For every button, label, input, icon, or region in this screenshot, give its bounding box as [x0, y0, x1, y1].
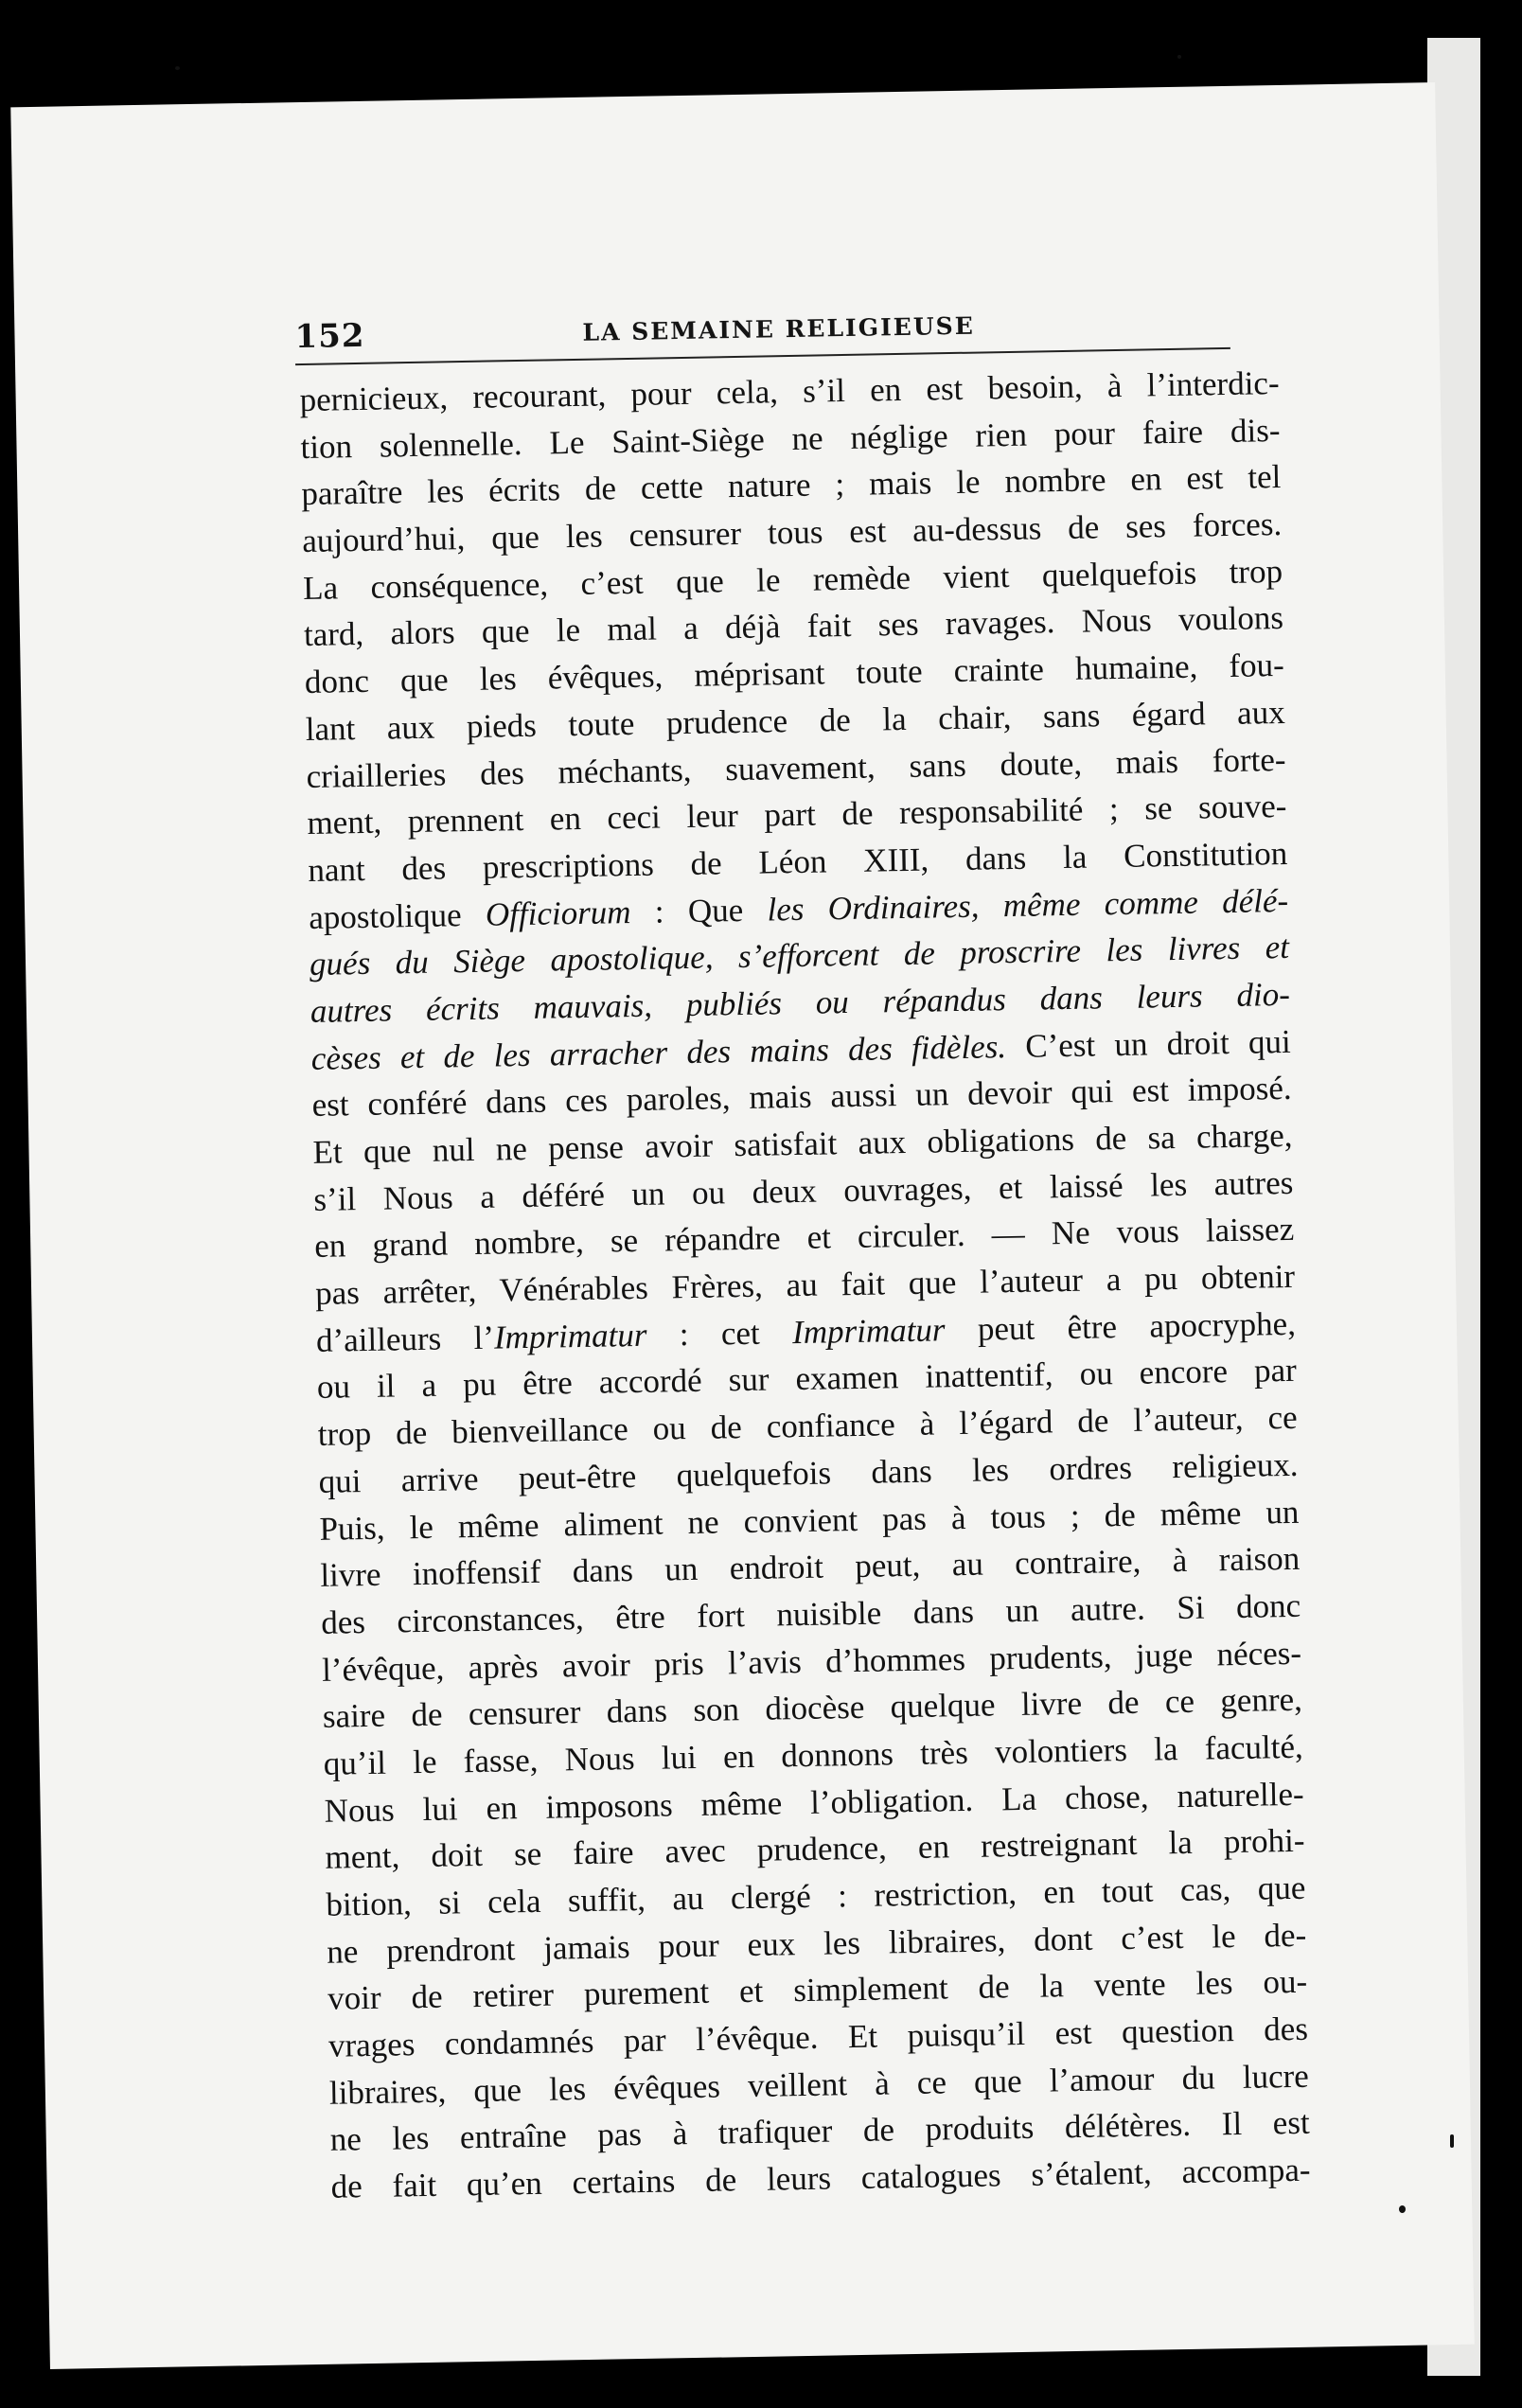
- text-run: lant aux pieds toute prudence de la chair, sans égard aux: [305, 693, 1285, 748]
- text-run: La conséquence, c’est que le remède vient quelquefois trop: [302, 552, 1283, 607]
- text-run: tion solennelle. Le Saint-Siège ne néglige rien pour faire dis-: [300, 411, 1281, 466]
- text-run: Puis, le même aliment ne convient pas à tous ; de même un: [319, 1493, 1300, 1548]
- text-run: tard, alors que le mal a déjà fait ses ravages. Nous voulons: [303, 599, 1284, 654]
- text-run: qui arrive peut-être quelquefois dans les ordres religieux.: [318, 1445, 1299, 1500]
- text-run: est conféré dans ces paroles, mais aussi un devoir qui est imposé.: [311, 1070, 1292, 1124]
- text-run: Nous lui en imposons même l’obligation. La chose, naturelle-: [324, 1775, 1304, 1830]
- text-run: ment, prennent en ceci leur part de responsabilité ; se souve-: [307, 788, 1287, 842]
- text-run: : cet: [646, 1313, 793, 1354]
- text-run: vrages condamnés par l’évêque. Et puisqu’il est question des: [327, 2010, 1309, 2064]
- italic-run: Imprimatur: [791, 1311, 946, 1351]
- scan-speck: [175, 66, 180, 70]
- running-head: LA SEMAINE RELIGIEUSE: [582, 311, 975, 346]
- book-page: [10, 82, 1474, 2369]
- text-run: des circonstances, être fort nuisible dans un autre. Si donc: [320, 1586, 1301, 1641]
- text-run: en grand nombre, se répandre et circuler. — Ne vous laissez: [313, 1211, 1295, 1266]
- text-run: qu’il le fasse, Nous lui en donnons très volontiers la faculté,: [323, 1727, 1304, 1782]
- text-run: l’évêque, après avoir pris l’avis d’hommes prudents, juge néces-: [321, 1634, 1302, 1689]
- text-run: ment, doit se faire avec prudence, en restreignant la prohi-: [325, 1822, 1305, 1877]
- scan-speck: [1399, 2205, 1406, 2213]
- text-run: pas arrêter, Vénérables Frères, au fait que l’auteur a pu obtenir: [314, 1257, 1296, 1312]
- text-run: criailleries des méchants, suavement, sans doute, mais forte-: [306, 740, 1286, 795]
- text-run: libraires, que les évêques veillent à ce que l’amour du lucre: [328, 2057, 1310, 2112]
- text-run: ne les entraîne pas à trafiquer de produits délétères. Il est: [329, 2104, 1310, 2159]
- text-run: donc que les évêques, méprisant toute crainte humaine, fou-: [304, 646, 1285, 701]
- text-run: apostolique: [308, 895, 487, 936]
- text-run: ne prendront jamais pour eux les libraires, dont c’est le de-: [326, 1916, 1307, 1971]
- text-run: bition, si cela suffit, au clergé : restriction, en tout cas, que: [326, 1868, 1306, 1923]
- text-run: ou il a pu être accordé sur examen inattentif, ou encore par: [316, 1352, 1298, 1407]
- text-run: nant des prescriptions de Léon XIII, dans la Constitution: [308, 834, 1288, 889]
- text-run: d’ailleurs l’: [315, 1319, 495, 1359]
- body-text: [299, 360, 1311, 2211]
- text-run: paraître les écrits de cette nature ; mais le nombre en est tel: [301, 458, 1282, 513]
- page-header: [294, 302, 1242, 356]
- italic-run: cèses et de les arracher des mains des fidèles.: [310, 1027, 1007, 1077]
- text-run: livre inoffensif dans un endroit peut, au contraire, à raison: [320, 1539, 1301, 1595]
- text-run: de fait qu’en certains de leurs catalogues s’étalent, accompa-: [330, 2151, 1311, 2205]
- text-run: trop de bienveillance ou de confiance à l’égard de l’auteur, ce: [317, 1398, 1298, 1453]
- text-run: s’il Nous a déféré un ou deux ouvrages, et laissé les autres: [313, 1163, 1294, 1218]
- text-run: peut être apocryphe,: [945, 1304, 1297, 1349]
- text-run: : Que: [630, 891, 768, 930]
- scan-speck: [1450, 2134, 1454, 2148]
- italic-run: Officiorum: [485, 893, 631, 933]
- scan-speck: [1177, 55, 1181, 59]
- text-run: C’est un droit qui: [1005, 1022, 1292, 1065]
- page-number: 152: [294, 316, 365, 357]
- text-run: saire de censurer dans son diocèse quelque livre de ce genre,: [322, 1681, 1303, 1736]
- italic-run: Imprimatur: [493, 1316, 647, 1356]
- text-run: voir de retirer purement et simplement de la vente les ou-: [327, 1963, 1308, 2018]
- text-run: pernicieux, recourant, pour cela, s’il en est besoin, à l’interdic-: [299, 363, 1280, 419]
- text-run: Et que nul ne pense avoir satisfait aux obligations de sa charge,: [312, 1116, 1293, 1171]
- italic-run: les Ordinaires, même comme délé-: [767, 881, 1289, 929]
- italic-run: gués du Siège apostolique, s’efforcent de proscrire les livres et: [309, 929, 1290, 983]
- italic-run: autres écrits mauvais, publiés ou répandus dans leurs dio-: [310, 975, 1291, 1030]
- text-run: aujourd’hui, que les censurer tous est au-dessus de ses forces.: [301, 505, 1283, 560]
